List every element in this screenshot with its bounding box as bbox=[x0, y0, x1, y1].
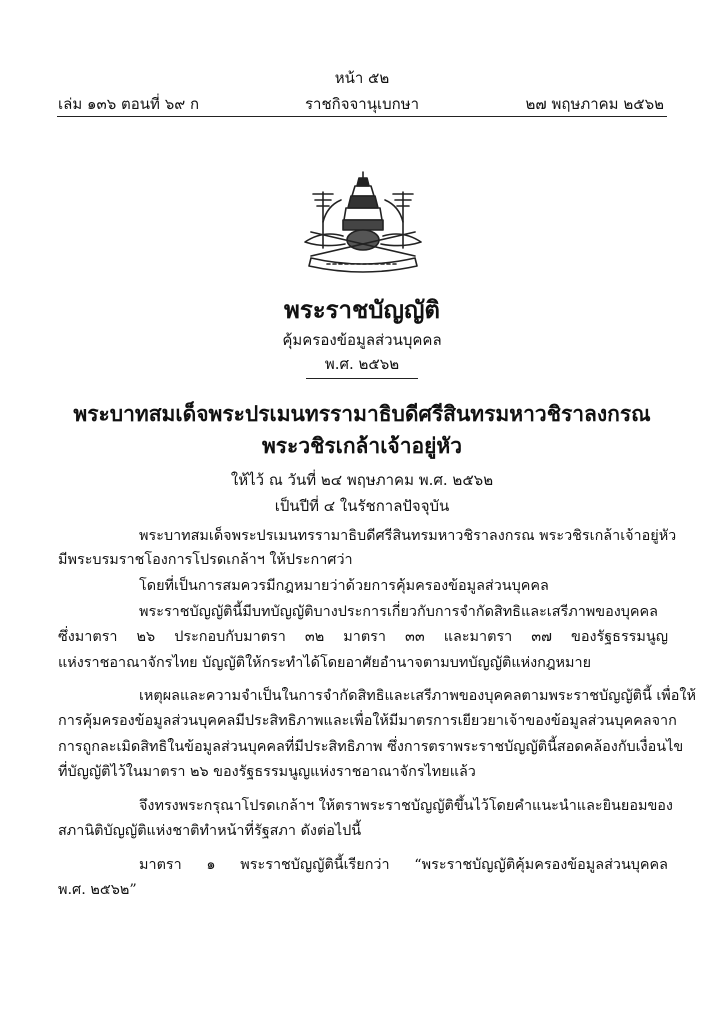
act-year: พ.ศ. ๒๕๖๒ bbox=[324, 355, 400, 373]
reign-year-line: เป็นปีที่ ๔ ในรัชกาลปัจจุบัน bbox=[274, 497, 450, 515]
body-line: พระราชบัญญัตินี้มีบทบัญญัติบางประการเกี่ยวกับการจำกัดสิทธิและเสรีภาพของบุคคล bbox=[139, 604, 658, 620]
body-line: พระบาทสมเด็จพระปรเมนทรรามาธิบดีศรีสินทรมหาวชิราลงกรณ พระวชิรเกล้าเจ้าอยู่หัว bbox=[139, 528, 677, 544]
body-line: จึงทรงพระกรุณาโปรดเกล้าฯ ให้ตราพระราชบัญญัติขึ้นไว้โดยคำแนะนำและยินยอมของ bbox=[139, 798, 673, 814]
body-line: สภานิติบัญญัติแห่งชาติทำหน้าที่รัฐสภา ดังต่อไปนี้ bbox=[58, 823, 362, 839]
king-name-line-2: พระวชิรเกล้าเจ้าอยู่หัว bbox=[261, 433, 463, 458]
page-number: หน้า ๕๒ bbox=[334, 69, 390, 87]
section-1-line: พ.ศ. ๒๕๖๒” bbox=[58, 882, 137, 898]
given-date-line: ให้ไว้ ณ วันที่ ๒๔ พฤษภาคม พ.ศ. ๒๕๖๒ bbox=[230, 471, 494, 489]
gazette-name: ราชกิจจานุเบกษา bbox=[304, 95, 420, 113]
body-line: การถูกละเมิดสิทธิในข้อมูลส่วนบุคคลที่มีประสิทธิภาพ ซึ่งการตราพระราชบัญญัตินี้สอดคล้องกับเงื่อนไข bbox=[58, 739, 684, 755]
header-divider bbox=[57, 116, 667, 117]
body-line: เหตุผลและความจำเป็นในการจำกัดสิทธิและเสรีภาพของบุคคลตามพระราชบัญญัตินี้ เพื่อให้ bbox=[139, 688, 696, 704]
gazette-volume-issue: เล่ม ๑๓๖ ตอนที่ ๖๙ ก bbox=[58, 95, 200, 113]
body-line: ที่บัญญัติไว้ในมาตรา ๒๖ ของรัฐธรรมนูญแห่งราชอาณาจักรไทยแล้ว bbox=[58, 764, 476, 780]
body-line: แห่งราชอาณาจักรไทย บัญญัติให้กระทำได้โดยอาศัยอำนาจตามบทบัญญัติแห่งกฎหมาย bbox=[58, 655, 592, 671]
king-name-line-1: พระบาทสมเด็จพระปรเมนทรรามาธิบดีศรีสินทรมหาวชิราลงกรณ bbox=[73, 401, 651, 426]
body-line: โดยที่เป็นการสมควรมีกฎหมายว่าด้วยการคุ้มครองข้อมูลส่วนบุคคล bbox=[139, 578, 549, 594]
body-line: การคุ้มครองข้อมูลส่วนบุคคลมีประสิทธิภาพและเพื่อให้มีมาตรการเยียวยาเจ้าของข้อมูลส่วนบุคคลจาก bbox=[58, 713, 677, 729]
act-title: พระราชบัญญัติ bbox=[284, 295, 440, 324]
gazette-date: ๒๗ พฤษภาคม ๒๕๖๒ bbox=[525, 95, 664, 113]
section-1-line: มาตรา ๑ พระราชบัญญัตินี้เรียกว่า “พระราชบัญญัติคุ้มครองข้อมูลส่วนบุคคล bbox=[139, 857, 668, 873]
body-line: มีพระบรมราชโองการโปรดเกล้าฯ ให้ประกาศว่า bbox=[58, 552, 353, 568]
body-line: ซึ่งมาตรา ๒๖ ประกอบกับมาตรา ๓๒ มาตรา ๓๓ และมาตรา ๓๗ ของรัฐธรรมนูญ bbox=[58, 629, 668, 645]
title-divider bbox=[306, 378, 418, 379]
act-subtitle: คุ้มครองข้อมูลส่วนบุคคล bbox=[282, 331, 442, 349]
garuda-royal-emblem-icon bbox=[283, 170, 443, 274]
